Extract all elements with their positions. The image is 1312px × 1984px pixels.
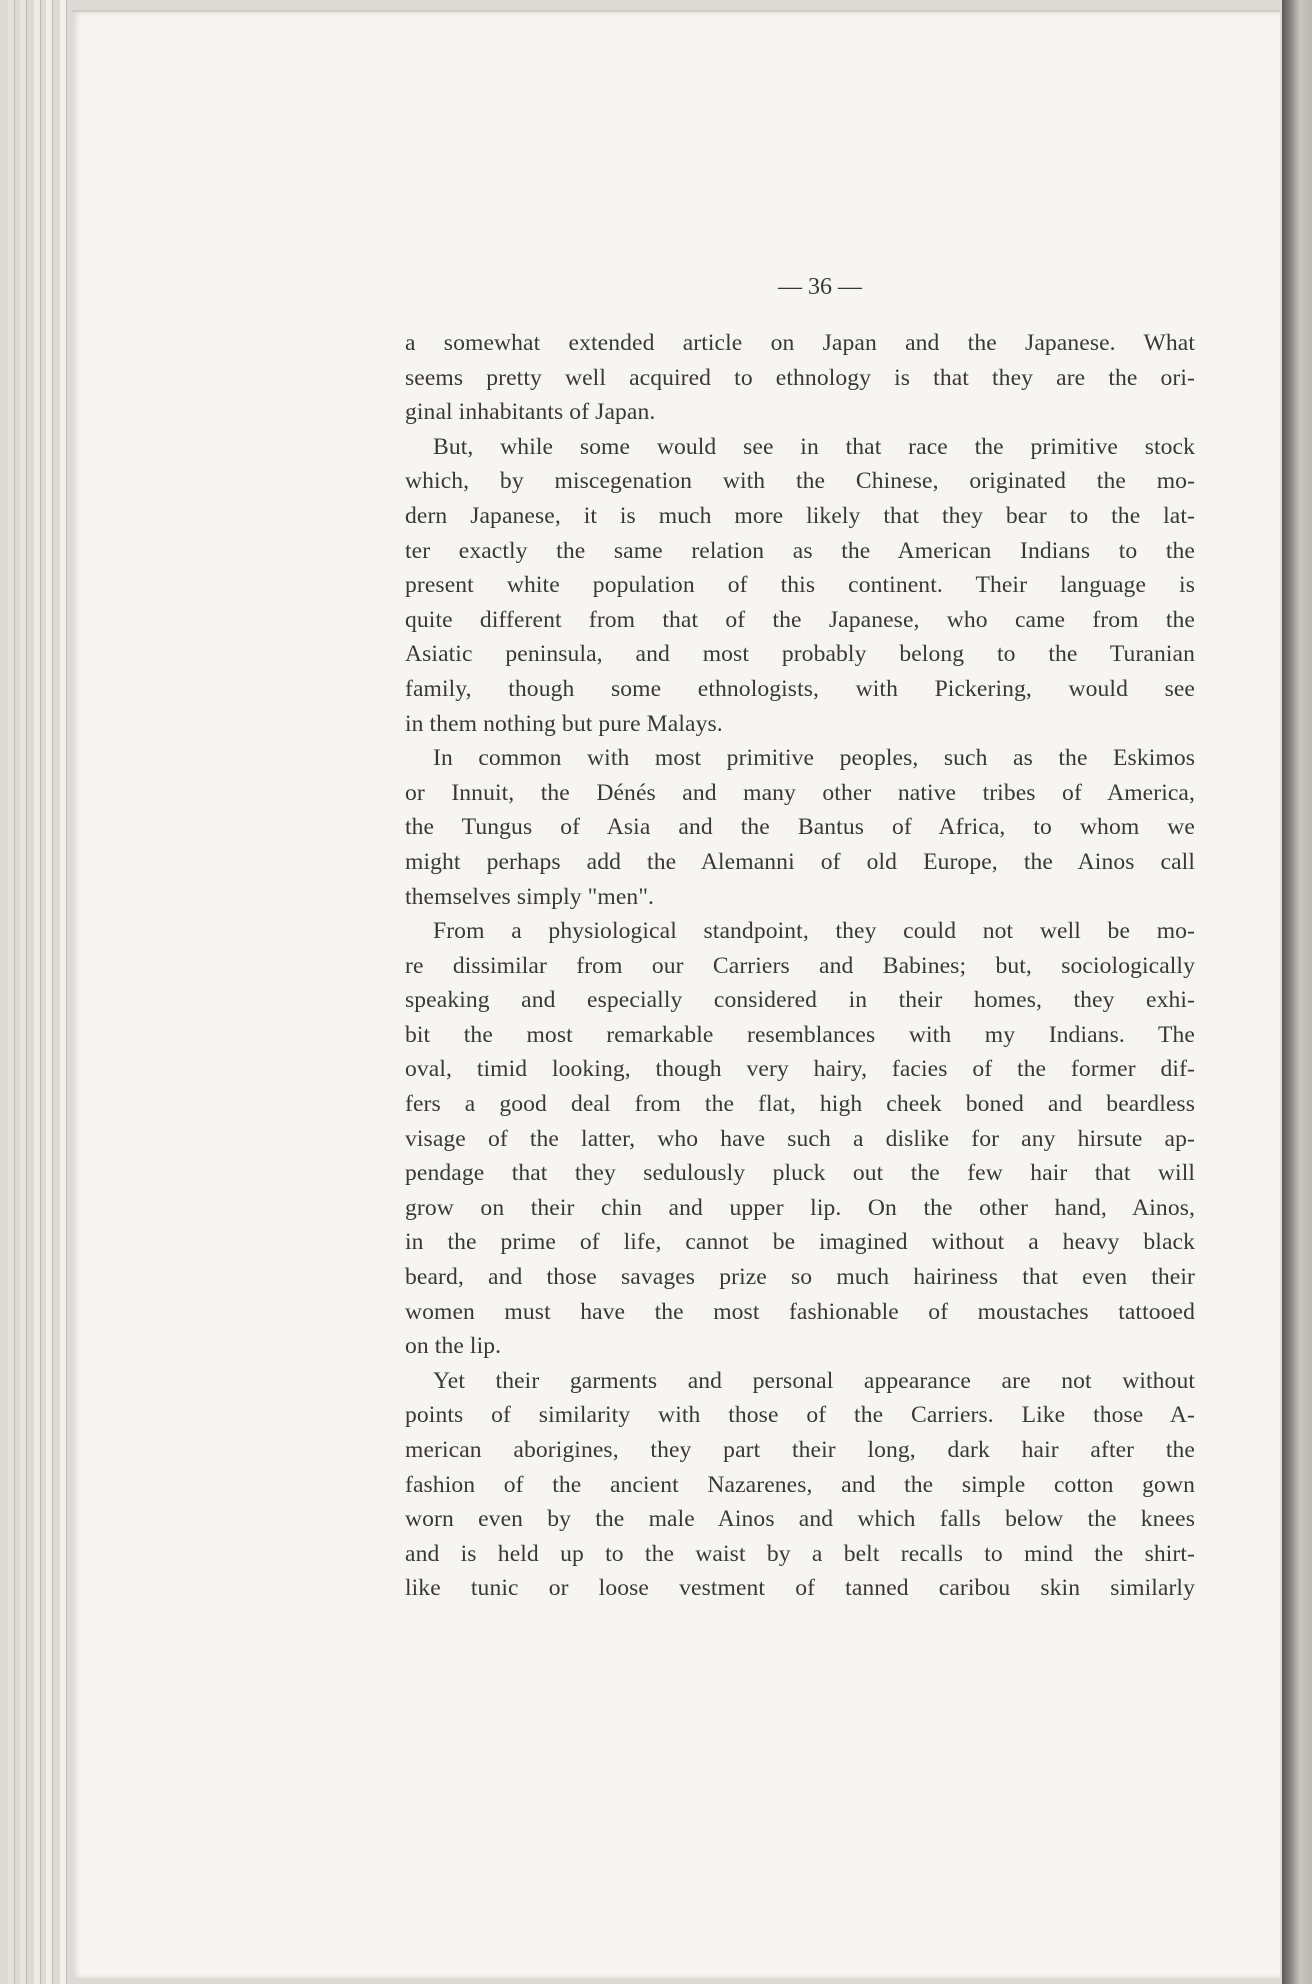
- text-line: speaking and especially considered in their homes, they exhi-: [405, 987, 1195, 1014]
- binding-shadow: [1282, 0, 1312, 1984]
- text-line: beard, and those savages prize so much hairiness that even their: [405, 1264, 1195, 1291]
- text-line: ter exactly the same relation as the American Indians to the: [405, 537, 1195, 564]
- text-line: a somewhat extended article on Japan and the Japanese. What: [405, 330, 1195, 356]
- text-line: in them nothing but pure Malays.: [405, 710, 723, 737]
- text-line: themselves simply "men".: [405, 883, 655, 910]
- text-line: bit the most remarkable resemblances with my Indians. The: [405, 1021, 1195, 1048]
- text-line: merican aborigines, they part their long, dark hair after the: [405, 1437, 1195, 1463]
- text-line: quite different from that of the Japanese, who came from the: [405, 606, 1195, 633]
- paragraph: [405, 914, 1195, 1364]
- text-line: women must have the most fashionable of moustaches tattooed: [405, 1298, 1195, 1325]
- body-text: [405, 326, 1195, 1606]
- paragraph: [405, 1364, 1195, 1606]
- text-line: re dissimilar from our Carriers and Babines; but, sociologically: [405, 952, 1195, 979]
- paragraph: [405, 430, 1195, 741]
- text-line: Yet their garments and personal appearance are not without: [433, 1367, 1195, 1394]
- text-line: the Tungus of Asia and the Bantus of Africa, to whom we: [405, 814, 1195, 841]
- paragraph: [405, 326, 1195, 430]
- text-line: which, by miscegenation with the Chinese, originated the mo-: [405, 468, 1195, 495]
- text-line: fers a good deal from the flat, high cheek boned and beardless: [405, 1091, 1195, 1118]
- text-line: dern Japanese, it is much more likely that they bear to the lat-: [405, 502, 1195, 529]
- text-line: oval, timid looking, though very hairy, facies of the former dif-: [405, 1056, 1195, 1083]
- text-line: points of similarity with those of the Carriers. Like those A-: [405, 1402, 1195, 1429]
- text-line: or Innuit, the Dénés and many other native tribes of America,: [405, 779, 1195, 806]
- text-line: But, while some would see in that race the primitive stock: [433, 433, 1195, 460]
- text-line: fashion of the ancient Nazarenes, and the simple cotton gown: [405, 1471, 1195, 1498]
- text-line: worn even by the male Ainos and which falls below the knees: [405, 1506, 1195, 1533]
- paragraph: [405, 741, 1195, 914]
- text-line: From a physiological standpoint, they could not well be mo-: [433, 918, 1195, 945]
- text-line: grow on their chin and upper lip. On the other hand, Ainos,: [405, 1194, 1195, 1221]
- text-line: might perhaps add the Alemanni of old Europe, the Ainos call: [405, 848, 1195, 875]
- text-line: family, though some ethnologists, with Pickering, would see: [405, 675, 1195, 702]
- text-line: and is held up to the waist by a belt recalls to mind the shirt-: [405, 1540, 1195, 1567]
- page-number: — 36 —: [778, 274, 862, 300]
- page-edge: [60, 0, 67, 1984]
- text-line: visage of the latter, who have such a dislike for any hirsute ap-: [405, 1125, 1195, 1152]
- page-edge: [46, 0, 53, 1984]
- text-line: present white population of this continent. Their language is: [405, 572, 1195, 599]
- page-edge: [8, 0, 15, 1984]
- text-line: like tunic or loose vestment of tanned caribou skin similarly: [405, 1575, 1195, 1602]
- text-line: on the lip.: [405, 1333, 502, 1360]
- text-line: pendage that they sedulously pluck out the few hair that will: [405, 1160, 1195, 1187]
- page-edge: [34, 0, 41, 1984]
- text-line: ginal inhabitants of Japan.: [405, 399, 656, 426]
- page-edge: [20, 0, 27, 1984]
- text-line: in the prime of life, cannot be imagined without a heavy black: [405, 1229, 1195, 1256]
- text-line: seems pretty well acquired to ethnology is that they are the ori-: [405, 364, 1195, 391]
- text-line: Asiatic peninsula, and most probably belong to the Turanian: [405, 641, 1195, 668]
- text-line: In common with most primitive peoples, such as the Eskimos: [433, 745, 1195, 772]
